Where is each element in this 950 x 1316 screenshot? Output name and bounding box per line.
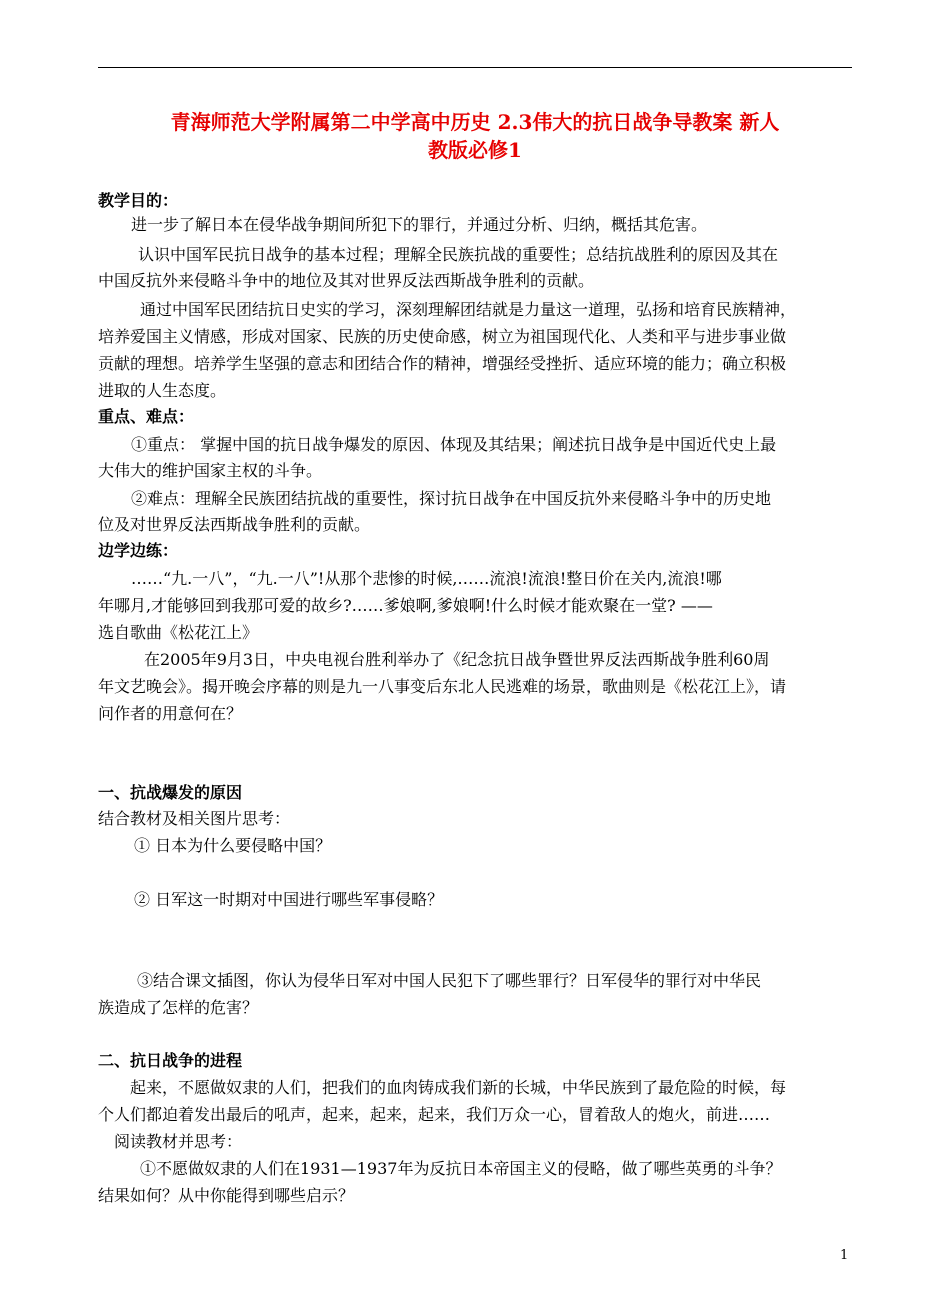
song-quote-line-2: 年哪月,才能够回到我那可爱的故乡?……爹娘啊,爹娘啊!什么时候才能欢聚在一堂? —— — [98, 596, 713, 615]
objectives-paragraph-2-line-2: 中国反抗外来侵略斗争中的地位及其对世界反法西斯战争胜利的贡献。 — [98, 271, 595, 290]
document-title-line-2: 教版必修1 — [428, 138, 522, 162]
header-rule — [98, 67, 852, 68]
section-2-question-1-line-2: 结果如何？从中你能得到哪些启示？ — [98, 1186, 355, 1205]
section-1-question-3-line-2: 族造成了怎样的危害？ — [98, 998, 259, 1017]
objectives-paragraph-3-line-2: 培养爱国主义情感，形成对国家、民族的历史使命感，树立为祖国现代化、人类和平与进步事业做 — [98, 327, 787, 346]
objectives-paragraph-3-line-4: 进取的人生态度。 — [98, 381, 227, 400]
objectives-heading: 教学目的： — [98, 191, 179, 210]
focus-point-line-1: ①重点： 掌握中国的抗日战争爆发的原因、体现及其结果；阐述抗日战争是中国近代史上最 — [131, 435, 777, 454]
warmup-paragraph-line-2: 年文艺晚会》。揭开晚会序幕的则是九一八事变后东北人民逃难的场景，歌曲则是《松花江上》，请 — [98, 677, 787, 696]
section-2-read-prompt: 阅读教材并思考： — [114, 1132, 243, 1151]
section-1-question-3-line-1: ③结合课文插图，你认为侵华日军对中国人民犯下了哪些罪行？日军侵华的罪行对中华民 — [137, 971, 762, 990]
objectives-paragraph-3-line-1: 通过中国军民团结抗日史实的学习，深刻理解团结就是力量这一道理，弘扬和培育民族精神， — [140, 300, 797, 319]
section-2-heading: 二、抗日战争的进程 — [98, 1051, 243, 1070]
warmup-paragraph-line-1: 在2005年9月3日，中央电视台胜利举办了《纪念抗日战争暨世界反法西斯战争胜利60周 — [144, 650, 770, 669]
key-points-heading: 重点、难点： — [98, 407, 195, 426]
objectives-paragraph-1: 进一步了解日本在侵华战争期间所犯下的罪行，并通过分析、归纳，概括其危害。 — [131, 215, 708, 234]
section-1-intro: 结合教材及相关图片思考： — [98, 809, 291, 828]
warmup-paragraph-line-3: 问作者的用意何在？ — [98, 704, 243, 723]
focus-point-line-2: 大伟大的维护国家主权的斗争。 — [98, 461, 323, 480]
section-2-question-1-line-1: ①不愿做奴隶的人们在1931—1937年为反抗日本帝国主义的侵略，做了哪些英勇的斗争？ — [140, 1159, 782, 1178]
section-1-heading: 一、抗战爆发的原因 — [98, 783, 243, 802]
section-2-paragraph-line-1: 起来，不愿做奴隶的人们，把我们的血肉铸成我们新的长城，中华民族到了最危险的时候，每 — [130, 1078, 787, 1097]
song-quote-line-1: ……“九.一八”，“九.一八”!从那个悲惨的时候,……流浪!流浪!整日价在关内,流浪!哪 — [131, 569, 722, 588]
page-number: 1 — [840, 1248, 849, 1263]
song-quote-line-3: 选自歌曲《松花江上》 — [98, 623, 259, 642]
difficulty-point-line-1: ②难点：理解全民族团结抗战的重要性，探讨抗日战争在中国反抗外来侵略斗争中的历史地 — [131, 489, 772, 508]
section-1-question-2: ② 日军这一时期对中国进行哪些军事侵略？ — [134, 890, 444, 909]
section-1-question-1: ① 日本为什么要侵略中国？ — [134, 836, 332, 855]
section-2-paragraph-line-2: 个人们都迫着发出最后的吼声，起来，起来，起来，我们万众一心，冒着敌人的炮火，前进…… — [98, 1105, 771, 1124]
objectives-paragraph-3-line-3: 贡献的理想。培养学生坚强的意志和团结合作的精神，增强经受挫折、适应环境的能力；确立积极 — [98, 354, 787, 373]
difficulty-point-line-2: 位及对世界反法西斯战争胜利的贡献。 — [98, 515, 371, 534]
objectives-paragraph-2-line-1: 认识中国军民抗日战争的基本过程；理解全民族抗战的重要性；总结抗战胜利的原因及其在 — [138, 245, 779, 264]
document-title-line-1: 青海师范大学附属第二中学高中历史 2.3伟大的抗日战争导教案 新人 — [170, 110, 780, 134]
warmup-heading: 边学边练： — [98, 541, 179, 560]
